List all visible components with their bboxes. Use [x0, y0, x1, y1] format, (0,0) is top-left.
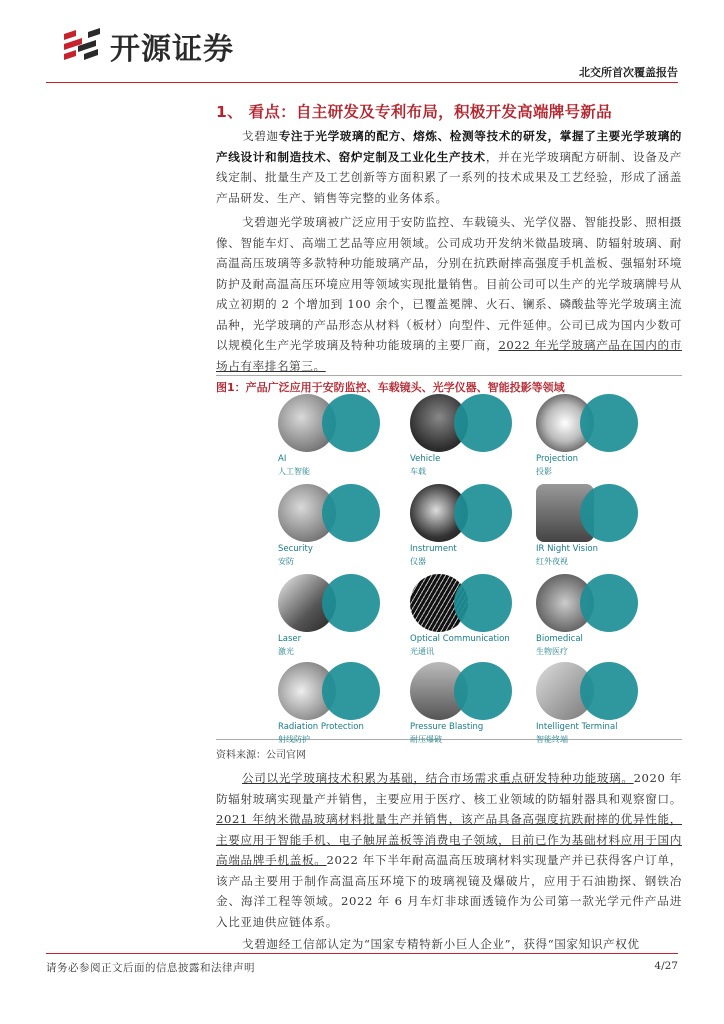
security-lens-icon	[322, 484, 380, 542]
paragraph-honors	[216, 934, 682, 955]
para1-bold: 专注于光学玻璃的配方、熔炼、检测等技术的研发，掌握了主要光学玻璃的产线设计和制造技术、窑炉定制及工业化生产技术	[216, 129, 682, 164]
terminal-lens-icon	[580, 662, 638, 720]
paragraph-applications	[216, 212, 682, 376]
app-label-en: Security	[278, 544, 313, 554]
app-item-optical-communication	[410, 572, 530, 662]
app-label-cn: 生物医疗	[536, 647, 568, 656]
company-logo	[60, 22, 234, 70]
app-label-en: AI	[278, 454, 287, 464]
ai-lens-icon	[322, 394, 380, 452]
app-label-en: Optical Communication	[410, 634, 510, 644]
footer-disclaimer: 请务必参阅正文后面的信息披露和法律声明	[46, 962, 255, 974]
header-divider	[46, 82, 678, 83]
pressure-lens-icon	[454, 662, 512, 720]
para3-t1: 2020 年防辐射玻璃实现量产并销售，主要应用于医疗、核工业领域的防辐射器具和观察窗口。	[216, 771, 683, 806]
app-item-security	[278, 482, 398, 572]
app-label-en: Laser	[278, 634, 302, 644]
app-label-en: Instrument	[410, 544, 457, 554]
app-label-cn: 射线防护	[278, 735, 310, 744]
app-item-vehicle	[410, 392, 530, 482]
footer-divider	[46, 953, 678, 954]
app-label-en: Biomedical	[536, 634, 583, 644]
app-label-en: Radiation Protection	[278, 722, 364, 732]
app-label-en: Pressure Blasting	[410, 722, 484, 732]
app-label-cn: 耐压爆破	[410, 735, 442, 744]
app-label-cn: 投影	[536, 467, 552, 476]
app-label-cn: 车载	[410, 467, 426, 476]
page-number: 4/27	[654, 960, 678, 972]
figure-title: 图1：产品广泛应用于安防监控、车载镜头、光学仪器、智能投影等领域	[216, 375, 682, 395]
app-item-projection	[536, 392, 656, 482]
paragraph-intro	[216, 126, 682, 208]
app-item-instrument	[410, 482, 530, 572]
projection-lens-icon	[580, 394, 638, 452]
section-title: 1、 看点：自主研发及专利布局，积极开发高端牌号新品	[216, 103, 612, 121]
para2-market-share: 2022 年光学玻璃产品在国内的市场占有率排名第三。	[216, 338, 682, 373]
figure-application-grid	[216, 390, 682, 744]
laser-lens-icon	[322, 574, 380, 632]
app-item-radiation-protection	[278, 660, 398, 750]
app-item-ir-night-vision	[536, 482, 656, 572]
para1-lead: 戈碧迦	[242, 129, 279, 143]
app-label-cn: 激光	[278, 647, 294, 656]
para3-t2: 2022 年下半年耐高温高压玻璃材料实现量产并已获得客户订单，该产品主要用于制作高温高压环境下的玻璃视镜及爆破片，应用于石油勘探、钢铁冶金、海洋工程等领域。2022 年 6 月车灯非球面透镜作为公司第一款光学元件产品进入比亚迪供应链体系。	[216, 853, 683, 929]
app-label-cn: 智能终端	[536, 735, 568, 744]
vehicle-lens-icon	[454, 394, 512, 452]
figure-source: 资料来源：公司官网	[216, 750, 306, 761]
para1-rest: ，并在光学玻璃配方研制、设备及产线定制、批量生产及工艺创新等方面积累了一系列的技术成果及工艺经验，形成了涵盖产品研发、生产、销售等完整的业务体系。	[216, 149, 682, 205]
app-item-ai	[278, 392, 398, 482]
radiation-lens-icon	[322, 662, 380, 720]
app-label-cn: 安防	[278, 557, 294, 566]
app-item-biomedical	[536, 572, 656, 662]
app-label-en: Projection	[536, 454, 579, 464]
logo-mark-icon	[60, 24, 104, 68]
para2-text: 戈碧迦光学玻璃被广泛应用于安防监控、车载镜头、光学仪器、智能投影、照相摄像、智能车灯、高端工艺品等应用领域。公司成功开发纳米微晶玻璃、防辐射玻璃、耐高温高压玻璃等多款特种功能玻璃产品，分别在抗跌耐摔高强度手机盖板、强辐射环境防护及耐高温高压环境应用等领域实现批量销售。目前公司可以生产的光学玻璃牌号从成立初期的 2 个增加到 100 余个，已覆盖冕牌、火石、镧系、磷酸盐等光学玻璃主流品种，光学玻璃的产品形态从材料（板材）向型件、元件延伸。公司已成为国内少数可以规模化生产光学玻璃及特种功能玻璃的主要厂商，	[216, 215, 682, 352]
app-item-laser	[278, 572, 398, 662]
instrument-lens-icon	[454, 484, 512, 542]
para4-text: 戈碧迦经工信部认定为“国家专精特新小巨人企业”，获得“国家知识产权优	[242, 937, 640, 951]
para3-u1: 公司以光学玻璃技术积累为基础，结合市场需求重点研发特种功能玻璃。	[242, 771, 634, 785]
app-item-pressure-blasting	[410, 660, 530, 750]
app-label-cn: 红外夜视	[536, 557, 568, 566]
app-item-intelligent-terminal	[536, 660, 656, 750]
app-label-en: Vehicle	[410, 454, 441, 464]
ir-lens-icon	[580, 484, 638, 542]
app-label-cn: 仪器	[410, 557, 426, 566]
app-label-cn: 光通讯	[410, 647, 434, 656]
biomedical-lens-icon	[580, 574, 638, 632]
fiber-lens-icon	[454, 574, 512, 632]
para3-u2: 2021 年纳米微晶玻璃材料批量生产并销售，该产品具备高强度抗跌耐摔的优异性能，主要应用于智能手机、电子触屏盖板等消费电子领域，目前已作为基础材料应用于国内高端品牌手机盖板。	[216, 812, 682, 867]
report-type: 北交所首次覆盖报告	[579, 66, 678, 79]
paragraph-special-glass	[216, 768, 682, 932]
app-label-en: IR Night Vision	[536, 544, 599, 554]
logo-text: 开源证券	[110, 32, 234, 67]
app-label-cn: 人工智能	[278, 467, 310, 476]
app-label-en: Intelligent Terminal	[536, 722, 618, 732]
